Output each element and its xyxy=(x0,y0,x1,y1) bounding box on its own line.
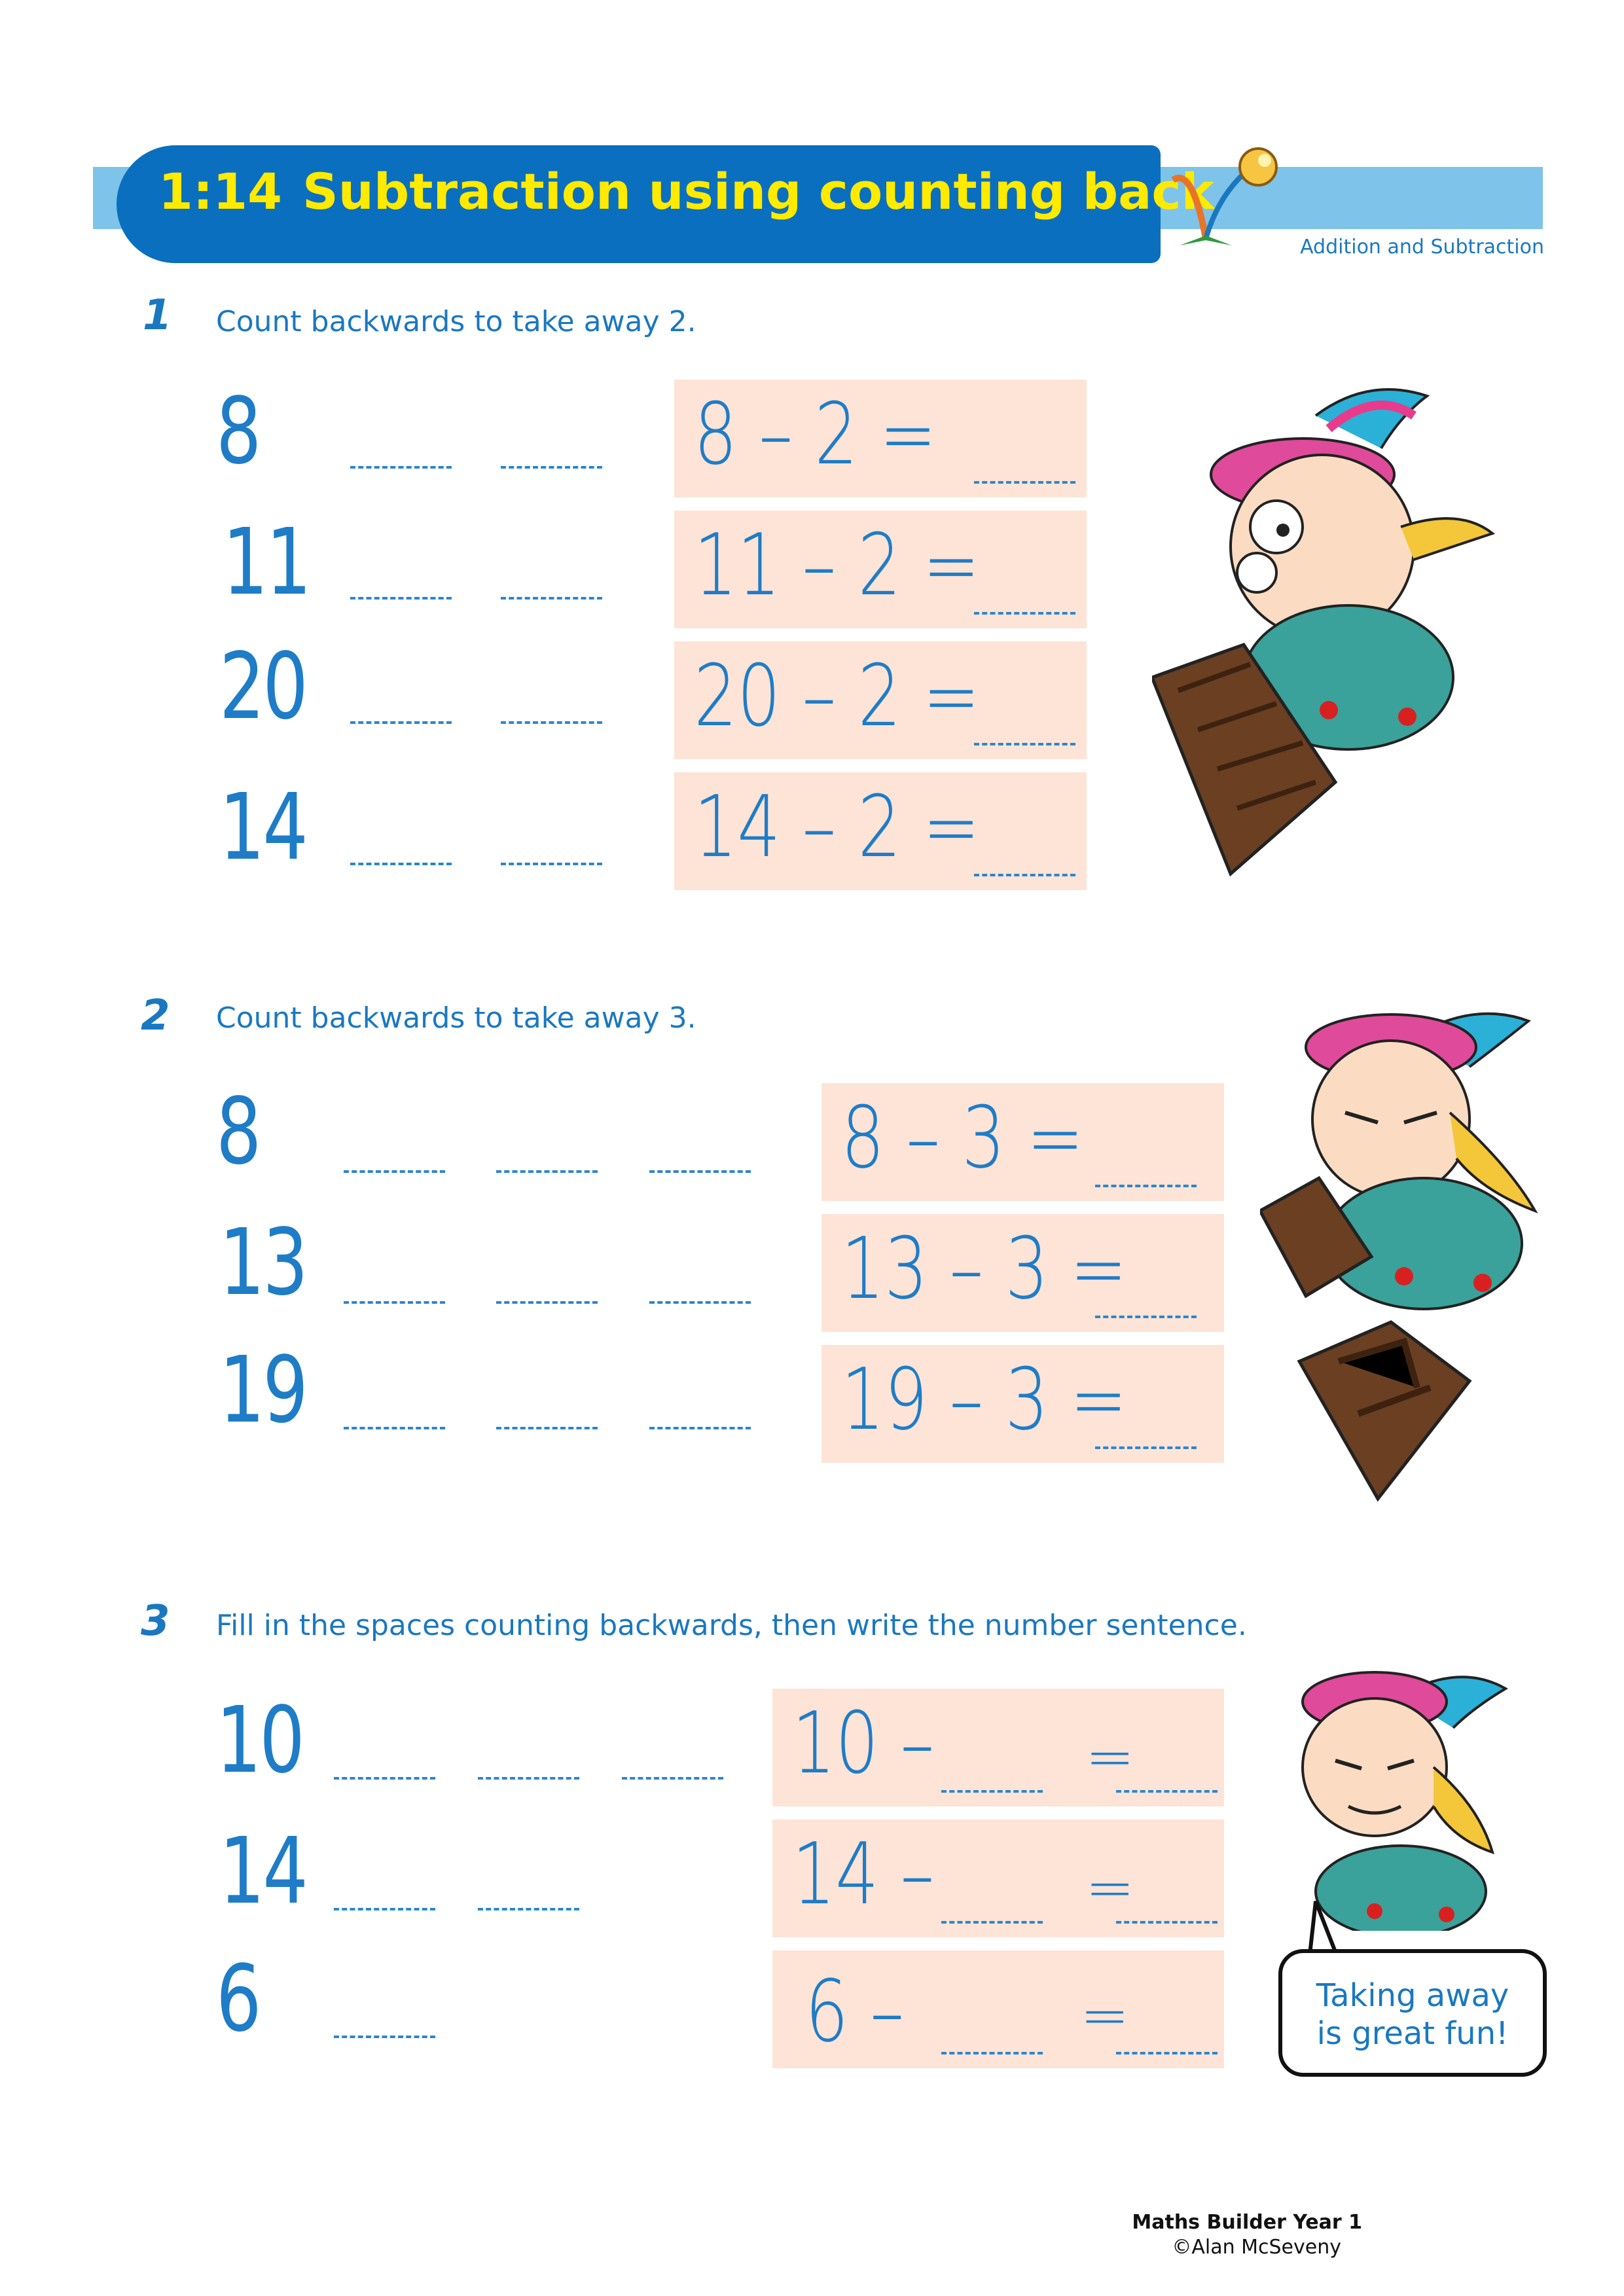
q2-start-1: 8 xyxy=(216,1079,260,1185)
q1-sentence: 20 – 2 = xyxy=(694,646,980,745)
q3-subtrahend-blank[interactable] xyxy=(941,1790,1043,1793)
question-2-number: 2 xyxy=(141,992,170,1040)
question-1-number: 1 xyxy=(143,291,172,340)
q3-sentence-box xyxy=(772,1820,1224,1937)
falling-star-icon xyxy=(1160,141,1291,252)
q3-blank[interactable] xyxy=(478,1777,579,1780)
q1-answer-blank[interactable] xyxy=(974,874,1075,876)
q3-blank[interactable] xyxy=(334,1777,435,1780)
q3-sentence: 10 – xyxy=(792,1693,935,1793)
lesson-number: 1:14 xyxy=(158,162,283,221)
q1-sentence-box xyxy=(674,772,1087,890)
q1-sentence: 14 – 2 = xyxy=(694,777,980,876)
q3-start-2: 14 xyxy=(219,1818,306,1925)
q2-answer-blank[interactable] xyxy=(1095,1185,1197,1187)
question-3-instruction: Fill in the spaces counting backwards, then write the number sentence. xyxy=(216,1609,1247,1642)
q1-answer-blank[interactable] xyxy=(974,743,1075,745)
q3-sentence-box xyxy=(772,1689,1224,1806)
q2-sentence: 8 – 3 = xyxy=(841,1088,1084,1187)
q1-start-3: 20 xyxy=(219,634,306,740)
q2-blank[interactable] xyxy=(649,1301,751,1304)
q3-answer-blank[interactable] xyxy=(1116,1790,1218,1793)
q2-blank[interactable] xyxy=(344,1170,445,1173)
section-label: Addition and Subtraction xyxy=(1300,236,1544,259)
q3-blank[interactable] xyxy=(334,2036,435,2038)
character-eating-chocolate-illustration xyxy=(1260,995,1587,1518)
q2-blank[interactable] xyxy=(344,1427,445,1429)
q1-start-2: 11 xyxy=(223,509,310,616)
q1-sentence-box xyxy=(674,641,1087,759)
q3-answer-blank[interactable] xyxy=(1116,1921,1218,1924)
q1-blank[interactable] xyxy=(501,466,602,469)
q2-blank[interactable] xyxy=(496,1301,598,1304)
footer-copyright: ©Alan McSeveny xyxy=(1172,2236,1341,2259)
q1-sentence: 11 – 2 = xyxy=(694,515,980,615)
q1-blank[interactable] xyxy=(350,466,452,469)
lesson-title: Subtraction using counting back xyxy=(302,162,1215,221)
q2-blank[interactable] xyxy=(649,1170,751,1173)
q2-blank[interactable] xyxy=(344,1301,445,1304)
q2-sentence-box xyxy=(821,1214,1224,1332)
speech-bubble xyxy=(1278,1949,1547,2077)
question-2-instruction: Count backwards to take away 3. xyxy=(216,1001,696,1035)
character-with-chocolate-illustration xyxy=(1152,376,1532,880)
q1-blank[interactable] xyxy=(350,597,452,600)
speech-bubble-line-2: is great fun! xyxy=(1316,2015,1509,2052)
q1-blank[interactable] xyxy=(350,863,452,865)
q3-equals: = xyxy=(1085,1854,1135,1922)
q3-blank[interactable] xyxy=(622,1777,723,1780)
q3-sentence: 6 – xyxy=(805,1962,905,2061)
q1-blank[interactable] xyxy=(501,863,602,865)
q2-blank[interactable] xyxy=(496,1170,598,1173)
q2-blank[interactable] xyxy=(649,1427,751,1429)
footer-title: Maths Builder Year 1 xyxy=(1132,2211,1362,2234)
q3-equals: = xyxy=(1080,1981,1130,2050)
q1-blank[interactable] xyxy=(350,721,452,724)
q2-start-3: 19 xyxy=(219,1337,306,1444)
q3-sentence-box xyxy=(772,1950,1224,2068)
q2-sentence-box xyxy=(821,1345,1224,1463)
q3-subtrahend-blank[interactable] xyxy=(941,2052,1043,2054)
question-3-number: 3 xyxy=(141,1597,170,1645)
q1-sentence-box xyxy=(674,511,1087,628)
q3-subtrahend-blank[interactable] xyxy=(941,1921,1043,1924)
q1-start-4: 14 xyxy=(219,774,306,881)
q2-blank[interactable] xyxy=(496,1427,598,1429)
q1-sentence: 8 – 2 = xyxy=(694,384,937,484)
q1-blank[interactable] xyxy=(501,721,602,724)
q3-blank[interactable] xyxy=(334,1908,435,1910)
q1-start-1: 8 xyxy=(216,378,260,485)
q2-start-2: 13 xyxy=(219,1210,306,1316)
q1-answer-blank[interactable] xyxy=(974,481,1075,484)
q3-blank[interactable] xyxy=(478,1908,579,1910)
q2-answer-blank[interactable] xyxy=(1095,1446,1197,1449)
q3-start-1: 10 xyxy=(216,1687,303,1794)
q2-sentence: 13 – 3 = xyxy=(841,1219,1127,1318)
question-1-instruction: Count backwards to take away 2. xyxy=(216,305,696,338)
q1-answer-blank[interactable] xyxy=(974,612,1075,615)
q2-sentence-box xyxy=(821,1083,1224,1201)
character-smiling-illustration xyxy=(1283,1656,1558,1931)
speech-bubble-line-1: Taking away xyxy=(1316,1977,1509,2014)
q1-blank[interactable] xyxy=(501,597,602,600)
q3-answer-blank[interactable] xyxy=(1116,2052,1218,2054)
q2-answer-blank[interactable] xyxy=(1095,1316,1197,1318)
q2-sentence: 19 – 3 = xyxy=(841,1350,1127,1449)
q3-start-3: 6 xyxy=(216,1946,260,2053)
q1-sentence-box xyxy=(674,380,1087,497)
q3-sentence: 14 – xyxy=(792,1824,935,1924)
q3-equals: = xyxy=(1085,1723,1135,1791)
